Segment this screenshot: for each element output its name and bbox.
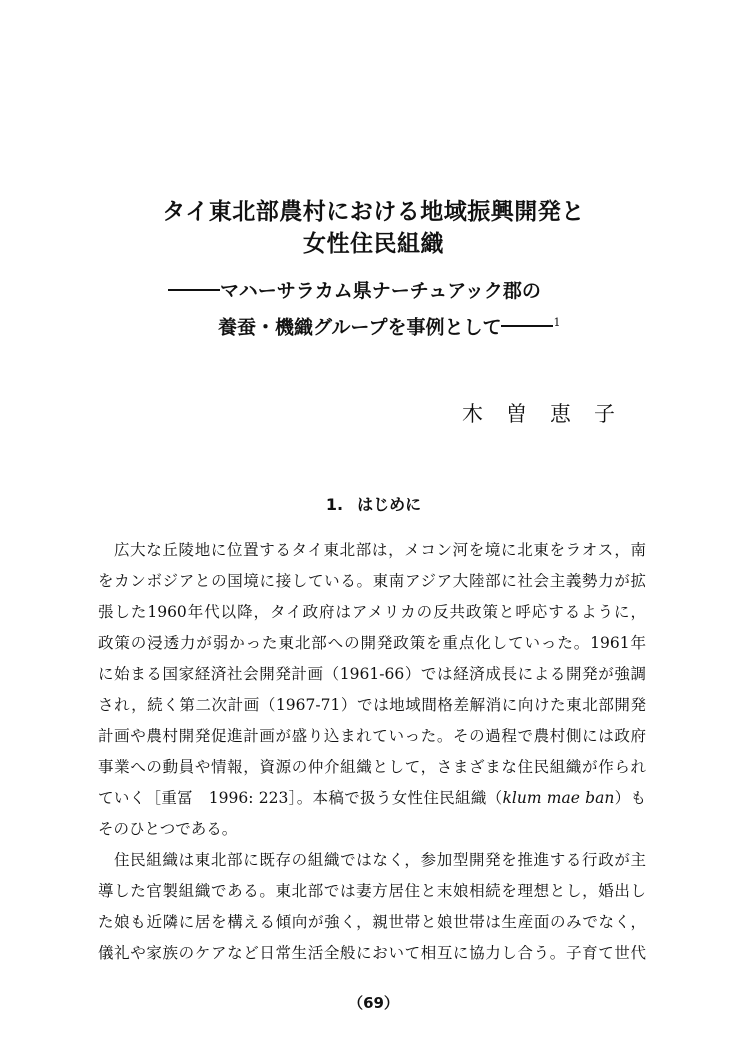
body-line: そのひとつである。 bbox=[98, 820, 238, 838]
body-text: ていく［重冨 1996: 223］。本稿で扱う女性住民組織（ bbox=[98, 789, 503, 807]
subtitle-text-2: 養蚕・機織グループを事例として bbox=[218, 316, 502, 339]
body-line: 張した1960年代以降，タイ政府はアメリカの反共政策と呼応するように， bbox=[98, 603, 646, 621]
body-line: 政策の浸透力が弱かった東北部への開発政策を重点化していった。1961年 bbox=[98, 634, 646, 652]
section-heading bbox=[0, 494, 747, 516]
body-line: され，続く第二次計画（1967-71）では地域間格差解消に向けた東北部開発 bbox=[98, 696, 646, 714]
body-line-with-term bbox=[98, 787, 646, 809]
em-dash-trailing bbox=[501, 325, 553, 327]
body-line: 計画や農村開発促進計画が盛り込まれていった。その過程で農村側には政府 bbox=[98, 727, 646, 745]
paper-title-line-2: 女性住民組織 bbox=[303, 231, 444, 257]
section-number: 1. bbox=[325, 495, 344, 514]
body-line: 導した官製組織である。東北部では妻方居住と末娘相続を理想とし，婚出し bbox=[98, 882, 646, 900]
page-number: （69） bbox=[348, 994, 399, 1012]
body-line: た娘も近隣に居を構える傾向が強く，親世帯と娘世帯は生産面のみでなく， bbox=[98, 913, 646, 931]
footnote-mark: 1 bbox=[553, 316, 561, 329]
body-line: 事業への動員や情報，資源の仲介組織として，さまざまな住民組織が作られ bbox=[98, 758, 646, 776]
thai-term: klum mae ban bbox=[502, 789, 615, 807]
author-name: 木曽恵子 bbox=[462, 402, 638, 426]
em-dash-leading bbox=[168, 289, 220, 291]
body-line: 広大な丘陵地に位置するタイ東北部は，メコン河を境に北東をラオス，南 bbox=[114, 541, 646, 559]
paper-subtitle-line-2 bbox=[218, 310, 560, 340]
body-line: 儀礼や家族のケアなど日常生活全般において相互に協力し合う。子育て世代 bbox=[98, 944, 646, 962]
body-line: に始まる国家経済社会開発計画（1961-66）では経済成長による開発が強調 bbox=[98, 665, 646, 683]
paper-title-line-1: タイ東北部農村における地域振興開発と bbox=[162, 199, 585, 225]
body-line: をカンボジアとの国境に接している。東南アジア大陸部に社会主義勢力が拡 bbox=[98, 572, 646, 590]
subtitle-text-1: マハーサラカム県ナーチュアック郡の bbox=[220, 280, 541, 302]
paper-subtitle-line-1 bbox=[168, 278, 541, 304]
body-line: 住民組織は東北部に既存の組織ではなく，参加型開発を推進する行政が主 bbox=[114, 851, 646, 869]
body-text: ）も bbox=[614, 789, 646, 807]
section-title: はじめに bbox=[357, 495, 422, 514]
